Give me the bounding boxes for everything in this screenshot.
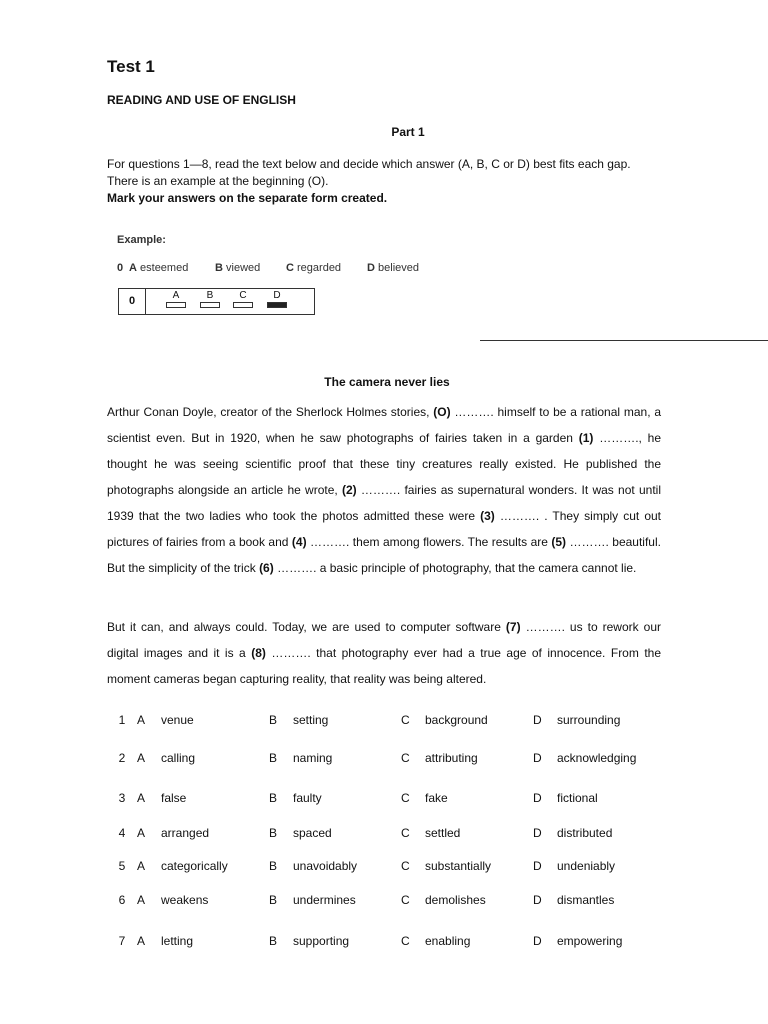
option-d: acknowledging: [557, 751, 637, 765]
question-row: 5 A categorically B unavoidably C substantially D undeniably: [107, 849, 637, 883]
example-option-word: believed: [378, 262, 419, 274]
instruction-line-2: There is an example at the beginning (O).: [107, 174, 329, 188]
example-option-word: regarded: [297, 262, 342, 274]
answer-column-c: C: [232, 290, 254, 308]
instruction-line-3: Mark your answers on the separate form created.: [107, 191, 388, 205]
story-title: The camera never lies: [324, 375, 450, 389]
question-number: 1: [118, 713, 126, 727]
option-a: weakens: [161, 893, 209, 907]
question-row: 3 A false B faulty C fake D fictional: [107, 780, 637, 816]
option-c: attributing: [425, 751, 478, 765]
question-number: 2: [118, 751, 126, 765]
option-b: naming: [293, 751, 333, 765]
gap-4: (4): [291, 535, 307, 549]
option-a: calling: [161, 751, 196, 765]
part-title: Part 1: [391, 125, 425, 139]
question-row: 6 A weakens B undermines C demolishes D dismantles: [107, 883, 637, 917]
section-title: READING AND USE OF ENGLISH: [107, 93, 296, 107]
example-option-word: viewed: [226, 262, 261, 274]
answer-column-b: B: [199, 290, 221, 308]
example-label: Example:: [117, 234, 166, 246]
option-c: demolishes: [425, 893, 486, 907]
gap-6: (6): [259, 561, 274, 575]
option-b: supporting: [293, 934, 350, 948]
instructions: [107, 156, 687, 207]
story-paragraph-2: But it can, and always could. Today, we are used to computer software (7) ………. us to rework our digital images and it is a (8) ………. that photography ever had a true age of innocence. From the moment cameras began capturing reality, that reality was being altered.: [107, 620, 662, 686]
option-c: fake: [425, 791, 448, 805]
example-option-letter: D: [367, 262, 375, 274]
example-option-word: esteemed: [140, 262, 189, 274]
example-number: 0: [117, 262, 124, 274]
example-options: [117, 262, 437, 276]
story-paragraph-1: Arthur Conan Doyle, creator of the Sherlock Holmes stories, (O) ………. himself to be a rational man, a scientist even. But in 1920, when he saw photographs of fairies taken in a garden (1) ………., he thought he was seeing scientific proof that these tiny creatures really existed. He published the photographs alongside an article he wrote, (2) ………. fairies as supernatural wonders. It was not until 1939 that the two ladies who took the photos admitted these were (3) ………. . They simply cut out pictures of fairies from a book and (4) ………. them among flowers. The results are (5) ………. beautiful. But the simplicity of the trick (6) ………. a basic principle of photography, that the camera cannot lie.: [107, 405, 661, 575]
gap-8: (8): [251, 646, 266, 660]
question-row: 1 A venue B setting C background D surrounding: [107, 704, 637, 736]
question-number: 6: [118, 893, 126, 907]
gap-1: (1): [578, 431, 594, 445]
divider: [480, 340, 768, 341]
option-b: faulty: [293, 791, 322, 805]
selected-answer-mark: [267, 302, 287, 308]
option-b: spaced: [293, 825, 332, 840]
option-d: empowering: [557, 934, 623, 948]
option-d: surrounding: [557, 713, 621, 727]
option-a: venue: [161, 713, 194, 727]
option-a: categorically: [161, 859, 228, 873]
option-c: enabling: [425, 934, 471, 948]
gap-o: (O): [433, 405, 451, 419]
question-row: 2 A calling B naming C attributing D acknowledging: [107, 736, 637, 780]
option-b: undermines: [293, 893, 356, 907]
example-answer-box: [118, 288, 315, 315]
option-c: settled: [425, 825, 461, 840]
option-a: false: [161, 791, 187, 805]
gap-5: (5): [551, 535, 567, 549]
question-number: 4: [118, 825, 126, 840]
option-d: dismantles: [557, 893, 615, 907]
answer-column-d: D: [266, 290, 288, 308]
answer-options-table: [107, 704, 637, 965]
example-option-letter: A: [129, 262, 137, 274]
question-number: 3: [118, 791, 126, 805]
option-c: substantially: [425, 859, 492, 873]
question-number: 5: [118, 859, 126, 873]
example-option-letter: C: [286, 262, 294, 274]
example-option-letter: B: [215, 262, 223, 274]
option-c: background: [425, 713, 488, 727]
option-b: unavoidably: [293, 859, 358, 873]
option-a: letting: [161, 934, 194, 948]
option-d: undeniably: [557, 859, 616, 873]
question-row: 4 A arranged B spaced C settled D distributed: [107, 816, 637, 849]
test-title: Test 1: [107, 57, 155, 76]
question-number: 7: [118, 934, 126, 948]
answer-box-number: 0: [119, 289, 146, 314]
option-d: distributed: [557, 825, 613, 840]
answer-column-a: A: [165, 290, 187, 308]
option-a: arranged: [161, 825, 210, 840]
option-d: fictional: [557, 791, 598, 805]
gap-3: (3): [480, 509, 495, 523]
instruction-line-1: For questions 1—8, read the text below and decide which answer (A, B, C or D) best fits each gap.: [107, 157, 631, 171]
option-b: setting: [293, 713, 329, 727]
gap-7: (7): [505, 620, 521, 634]
question-row: 7 A letting B supporting C enabling D empowering: [107, 917, 637, 965]
gap-2: (2): [341, 483, 357, 497]
